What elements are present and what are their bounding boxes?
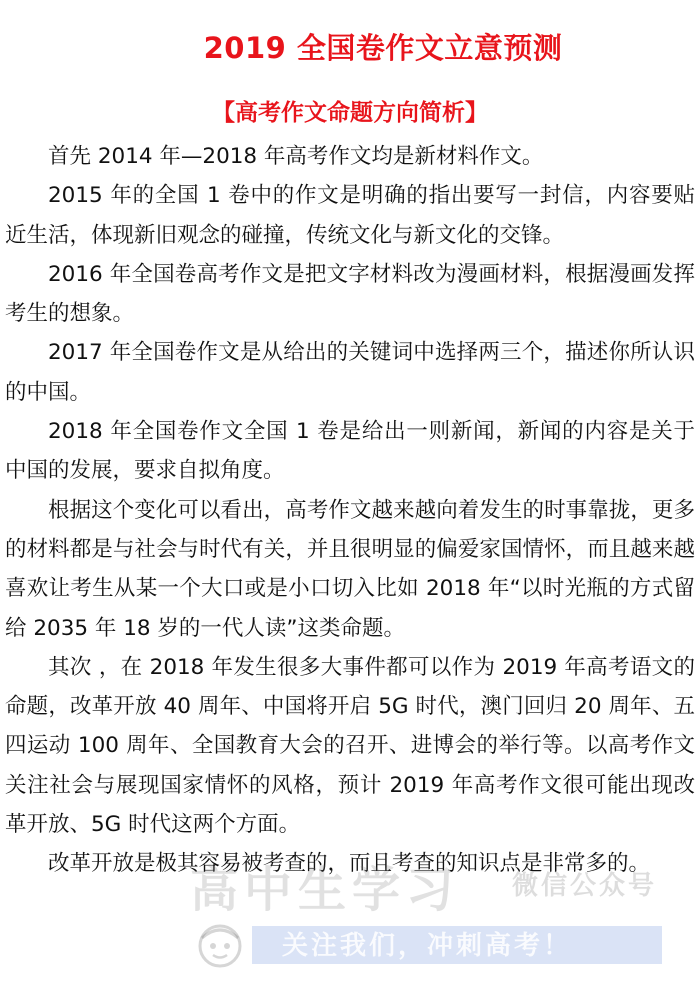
watermark-band [252,926,662,964]
paragraph: 2018 年全国卷作文全国 1 卷是给出一则新闻，新闻的内容是关于中国的发展，要求自拟角度。 [5,419,695,484]
paragraph: 2017 年全国卷作文是从给出的关键词中选择两三个，描述你所认识的中国。 [5,340,695,405]
document-title: 2019 全国卷作文立意预测 [203,31,563,65]
paragraph: 其次 ，在 2018 年发生很多大事件都可以作为 2019 年高考语文的命题，改革开放 40 周年、中国将开启 5G 时代，澳门回归 20 周年、五四运动 100 周年、全国教育大会的召开、进博会的举行等。以高考作文关注社会与展现国家情怀的风格，预计 2019 年高考作文很可能出现改革开放、5G 时代这两个方面。 [5,654,695,838]
paragraph: 2015 年的全国 1 卷中的作文是明确的指出要写一封信，内容要贴近生活，体现新旧观念的碰撞，传统文化与新文化的交锋。 [5,183,695,248]
mascot-icon [190,920,250,970]
paragraph: 2016 年全国卷高考作文是把文字材料改为漫画材料，根据漫画发挥考生的想象。 [5,261,695,327]
document-body [5,137,695,884]
section-heading: 【高考作文命题方向简析】 [212,100,488,126]
paragraph: 首先 2014 年—2018 年高考作文均是新材料作文。 [48,144,544,169]
watermark-logo: 高中生学习 [190,862,461,918]
paragraph: 改革开放是极其容易被考查的，而且考查的知识点是非常多的。 [48,851,651,877]
paragraph: 根据这个变化可以看出，高考作文越来越向着发生的时事靠拢，更多的材料都是与社会与时代有关，并且很明显的偏爱家国情怀，而且越来越喜欢让考生从某一个大口或是小口切入比如 2018 年“以时光瓶的方式留给 2035 年 18 岁的一代人读”这类命题。 [5,497,695,641]
watermark-slogan: 关注我们，冲刺高考！ [282,931,573,961]
watermark-account-label: 微信公众号 [512,871,658,901]
